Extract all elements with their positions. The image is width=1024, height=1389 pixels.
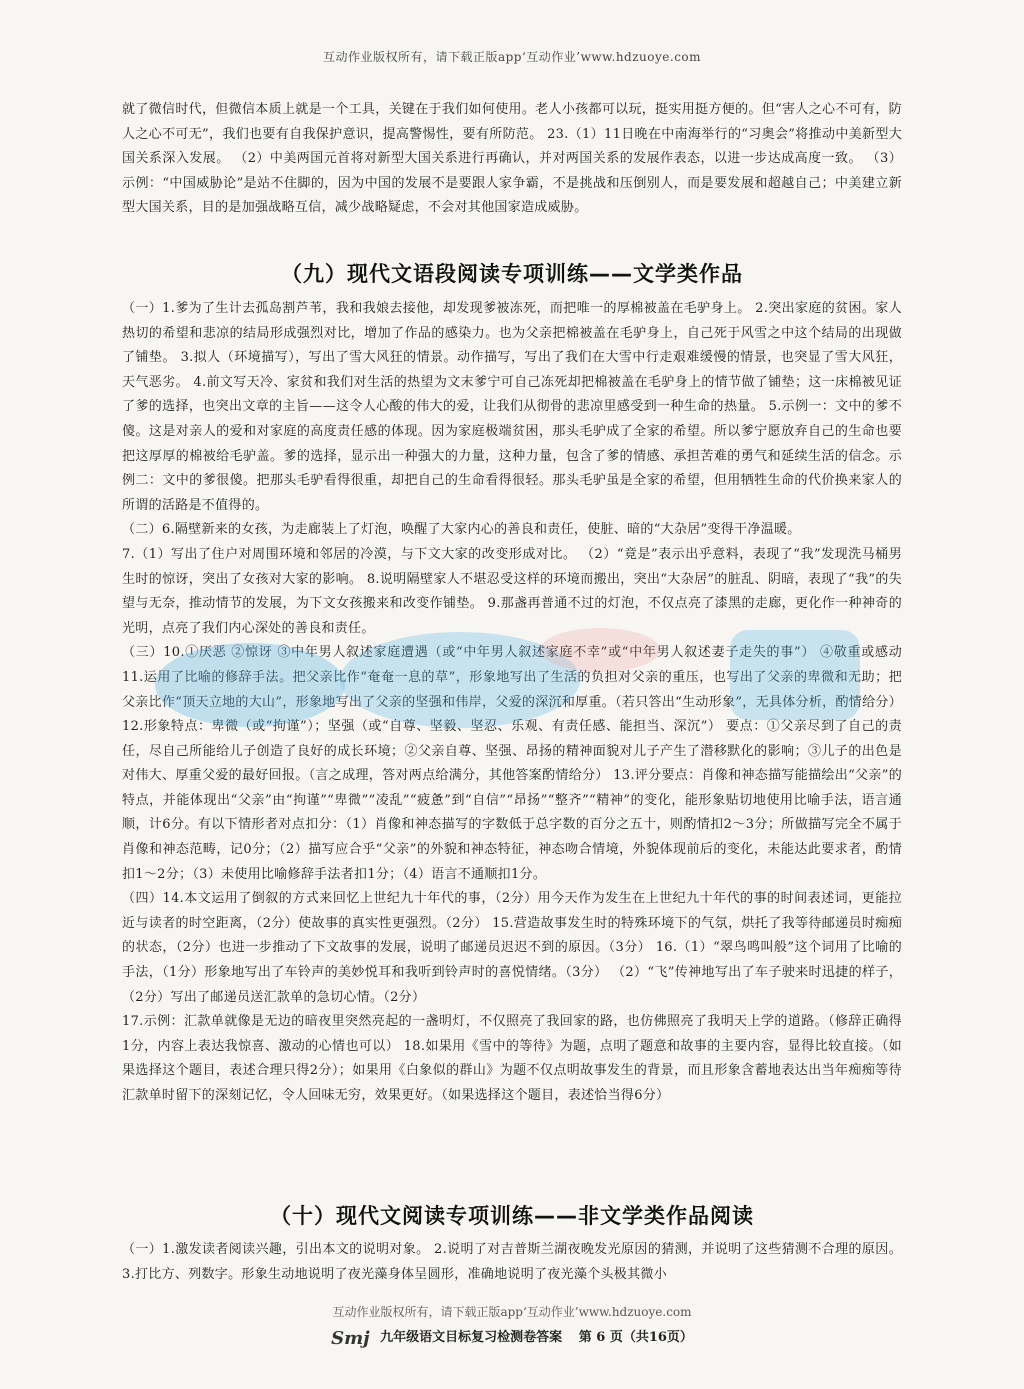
section-9-paragraph-6: 17.示例：汇款单就像是无边的暗夜里突然亮起的一盏明灯，不仅照亮了我回家的路，也仿佛照亮了我明天上学的道路。（修辞正确得1分，内容上表达我惊喜、激动的心情也可以） 18.如果用《雪中的等待》为题，点明了题意和故事的主要内容，显得比较直接。（如果选择这个题目，表述合理只得2分）；如果用《白象似的群山》为题不仅点明故事发生的背景，而且形象含蓄地表达出当年痴痴等待汇款单时留下的深刻记忆，令人回味无穷，效果更好。（如果选择这个题目，表述恰当得6分）	[122, 1014, 902, 1103]
top-paragraph: 就了微信时代，但微信本质上就是一个工具，关键在于我们如何使用。老人小孩都可以玩，挺实用挺方便的。但“害人之心不可有，防人之心不可无”，我们也要有自我保护意识，提高警惕性，要有所防范。 23.（1）11日晚在中南海举行的“习奥会”将推动中美新型大国关系深入发展。 （2）中美两国元首将对新型大国关系进行再确认，并对两国关系的发展作表态，以进一步达成高度一致。 （3）示例：“中国威胁论”是站不住脚的，因为中国的发展不是要跟人家争霸，不是挑战和压倒别人，而是要发展和超越自己；中美建立新型大国关系，目的是加强战略互信，减少战略疑虑，不会对其他国家造成威胁。	[122, 102, 902, 216]
publisher-logo: Smj	[331, 1328, 370, 1349]
section-10-body	[122, 1238, 902, 1287]
header-copyright: 互动作业版权所有，请下载正版app‘互动作业’www.hdzuoye.com	[322, 50, 702, 64]
section-9-paragraph-2: （二）6.隔壁新来的女孩，为走廊装上了灯泡，唤醒了大家内心的善良和责任，使脏、暗的“大杂居”变得干净温暖。	[122, 522, 801, 538]
section-9-body	[122, 297, 902, 1109]
footer-info	[0, 1326, 1024, 1349]
top-paragraph-block	[122, 98, 902, 221]
section-10-title: （十）现代文阅读专项训练——非文学类作品阅读	[270, 1204, 754, 1228]
section-9-title: （九）现代文语段阅读专项训练——文学类作品	[281, 262, 743, 286]
footer-book-title: 九年级语文目标复习检测卷答案	[380, 1330, 563, 1345]
footer-copyright: 互动作业版权所有，请下载正版app‘互动作业’www.hdzuoye.com	[332, 1305, 692, 1319]
footer-page-label: 第 6 页（共16页）	[578, 1330, 693, 1345]
section-9-paragraph-5: （四）14.本文运用了倒叙的方式来回忆上世纪九十年代的事，（2分）用今天作为发生在上世纪九十年代的事的时间表述词，更能拉近与读者的时空距离，（2分）使故事的真实性更强烈。（2分） 15.营造故事发生时的特殊环境下的气氛，烘托了我等待邮递员时痴痴的状态，（2分）也进一步推动了下文故事的发展，说明了邮递员迟迟不到的原因。（3分） 16.（1）“翠鸟鸣叫般”这个词用了比喻的手法，（1分）形象地写出了车铃声的美妙悦耳和我听到铃声时的喜悦情绪。（3分） （2）“飞”传神地写出了车子驶来时迅捷的样子，（2分）写出了邮递员送汇款单的急切心情。（2分）	[122, 891, 902, 1005]
section-10-paragraph-1: （一）1.激发读者阅读兴趣，引出本文的说明对象。 2.说明了对吉普斯兰湖夜晚发光原因的猜测，并说明了这些猜测不合理的原因。 3.打比方、列数字。形象生动地说明了夜光藻身体呈圆形，准确地说明了夜光藻个头极其微小	[122, 1242, 902, 1282]
section-9-paragraph-4: （三）10.①厌恶 ②惊讶 ③中年男人叙述家庭遭遇（或“中年男人叙述家庭不幸”或“中年男人叙述妻子走失的事”） ④敬重或感动 11.运用了比喻的修辞手法。把父亲比作“奄奄一息的草”，形象地写出了生活的负担对父亲的重压，也写出了父亲的卑微和无助；把父亲比作“顶天立地的大山”，形象地写出了父亲的坚强和伟岸，父爱的深沉和厚重。（若只答出“生动形象”，无具体分析，酌情给分） 12.形象特点：卑微（或“拘谨”）；坚强（或“自尊、坚毅、坚忍、乐观、有责任感、能担当、深沉”） 要点：①父亲尽到了自己的责任，尽自己所能给儿子创造了良好的成长环境；②父亲自尊、坚强、昂扬的精神面貌对儿子产生了潜移默化的影响；③儿子的出色是对伟大、厚重父爱的最好回报。（言之成理，答对两点给满分，其他答案酌情给分） 13.评分要点：肖像和神态描写能描绘出“父亲”的特点，并能体现出“父亲”由“拘谨”“卑微”“凌乱”“疲惫”到“自信”“昂扬”“整齐”“精神”的变化，能形象贴切地使用比喻手法，语言通顺，计6分。有以下情形者对点扣分：（1）肖像和神态描写的字数低于总字数的百分之五十，则酌情扣2～3分；所做描写完全不属于肖像和神态范畴，记0分；（2）描写应合乎“父亲”的外貌和神态特征，神态吻合情境，外貌体现前后的变化，未能达此要求者，酌情扣1～2分；（3）未使用比喻修辞手法者扣1分；（4）语言不通顺扣1分。	[122, 645, 902, 882]
section-9-paragraph-3: 7.（1）写出了住户对周围环境和邻居的冷漠，与下文大家的改变形成对比。 （2）“竟是”表示出乎意料，表现了“我”发现洗马桶男生时的惊讶，突出了女孩对大家的影响。 8.说明隔壁家人不堪忍受这样的环境而搬出，突出“大杂居”的脏乱、阴暗，表现了“我”的失望与无奈，推动情节的发展，为下文女孩搬来和改变作铺垫。 9.那盏再普通不过的灯泡，不仅点亮了漆黑的走廊，更化作一种神奇的光明，点亮了我们内心深处的善良和责任。	[122, 546, 902, 636]
section-9-paragraph-1: （一）1.爹为了生计去孤岛割芦苇，我和我娘去接他，却发现爹被冻死，而把唯一的厚棉被盖在毛驴身上。 2.突出家庭的贫困。家人热切的希望和悲凉的结局形成强烈对比，增加了作品的感染力。也为父亲把棉被盖在毛驴身上，自己死于风雪之中这个结局的出现做了铺垫。 3.拟人（环境描写），写出了雪大风狂的情景。动作描写，写出了我们在大雪中行走艰难缓慢的情景，也突显了雪大风狂，天气恶劣。 4.前文写天冷、家贫和我们对生活的热望为文末爹宁可自己冻死却把棉被盖在毛驴身上的情节做了铺垫；这一床棉被见证了爹的选择，也突出文章的主旨——这令人心酸的伟大的爱，让我们从彻骨的悲凉里感受到一种生命的热量。 5.示例一：文中的爹不傻。这是对亲人的爱和对家庭的高度责任感的体现。因为家庭极端贫困，那头毛驴成了全家的希望。所以爹宁愿放弃自己的生命也要把这厚厚的棉被给毛驴盖。爹的选择，显示出一种强大的力量，这种力量，包含了爹的情感、承担苦难的勇气和延续生活的信念。示例二：文中的爹很傻。把那头毛驴看得很重，却把自己的生命看得很轻。那头毛驴虽是全家的希望，但用牺牲生命的代价换来家人的所谓的活路是不值得的。	[122, 301, 902, 513]
